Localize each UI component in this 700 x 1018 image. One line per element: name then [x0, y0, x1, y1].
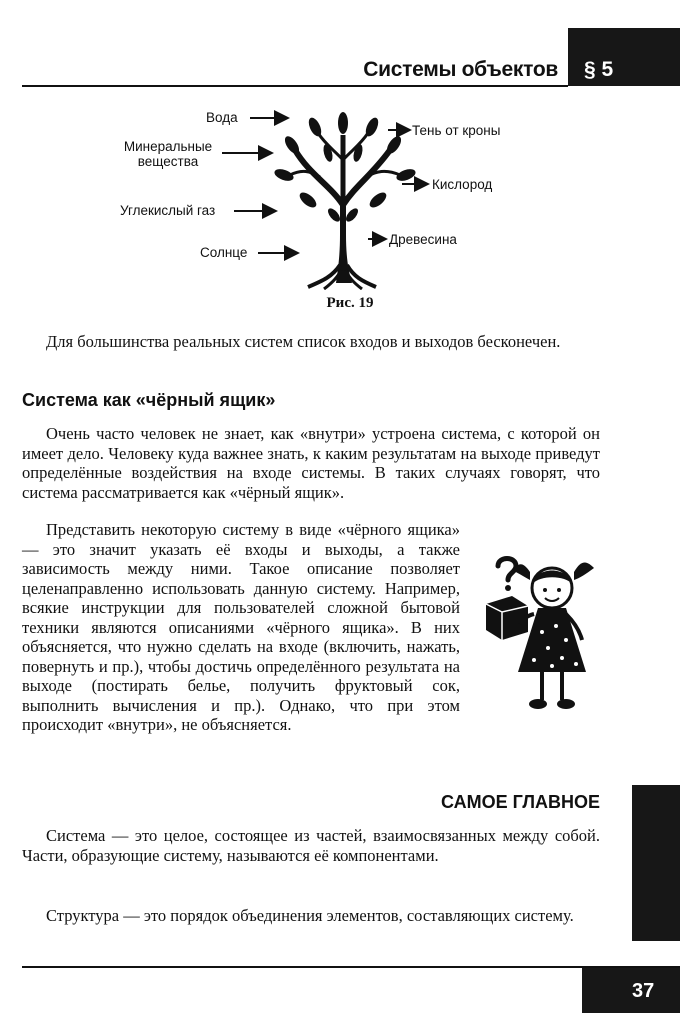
input-label-water: Вода	[206, 110, 238, 125]
figure-caption: Рис. 19	[326, 295, 374, 311]
girl-with-box-illustration	[482, 552, 600, 712]
output-label-oxygen: Кислород	[432, 177, 493, 192]
input-label-sun: Солнце	[200, 245, 248, 260]
header-rule	[22, 85, 568, 87]
page-number-tab	[582, 968, 680, 1013]
page-number: 37	[632, 980, 655, 1002]
section-tab	[568, 28, 680, 86]
black-box-paragraph-2: Представить некоторую систему в виде «чёрного ящика» — это значит указать её входы и выходы, а также зависимость между ними. Такое описание позволяет целенаправленно использовать данную систему. Например, всякие инструкции для пользователей сложной бытовой техники являются описаниями «чёрного ящика». В них объясняется, что нужно сделать на входе (включить, нажать, повернуть и пр.), чтобы достичь определённого результата на выходе (постирать белье, получить фруктовый сок, выполнить вычисления и пр.). Однако, что при этом происходит «внутри», не объясняется.	[22, 520, 460, 734]
input-label-minerals: Минеральные вещества	[123, 139, 213, 169]
summary-heading: САМОЕ ГЛАВНОЕ	[441, 792, 600, 812]
section-heading-black-box: Система как «чёрный ящик»	[22, 390, 276, 410]
summary-paragraph-system: Система — это целое, состоящее из частей, взаимосвязанных между собой. Части, образующие систему, называются её компонентами.	[22, 826, 600, 865]
summary-side-tab	[632, 785, 680, 941]
intro-paragraph: Для большинства реальных систем список входов и выходов бесконечен.	[46, 332, 561, 351]
black-box-paragraph-1: Очень часто человек не знает, как «внутри» устроена система, с которой он имеет дело. Человеку куда важнее знать, к каким результатам на выходе приведут определённые воздействия на входе системы. В таких случаях говорят, что система рассматривается как «чёрный ящик».	[22, 424, 600, 502]
input-label-co2: Углекислый газ	[120, 203, 216, 218]
summary-paragraph-structure: Структура — это порядок объединения элементов, составляющих систему.	[46, 906, 574, 925]
output-label-wood: Древесина	[389, 232, 457, 247]
chapter-title: Системы объектов	[363, 58, 558, 81]
output-label-shade: Тень от кроны	[412, 123, 501, 138]
tree-diagram	[110, 105, 510, 290]
section-number: § 5	[584, 58, 614, 81]
